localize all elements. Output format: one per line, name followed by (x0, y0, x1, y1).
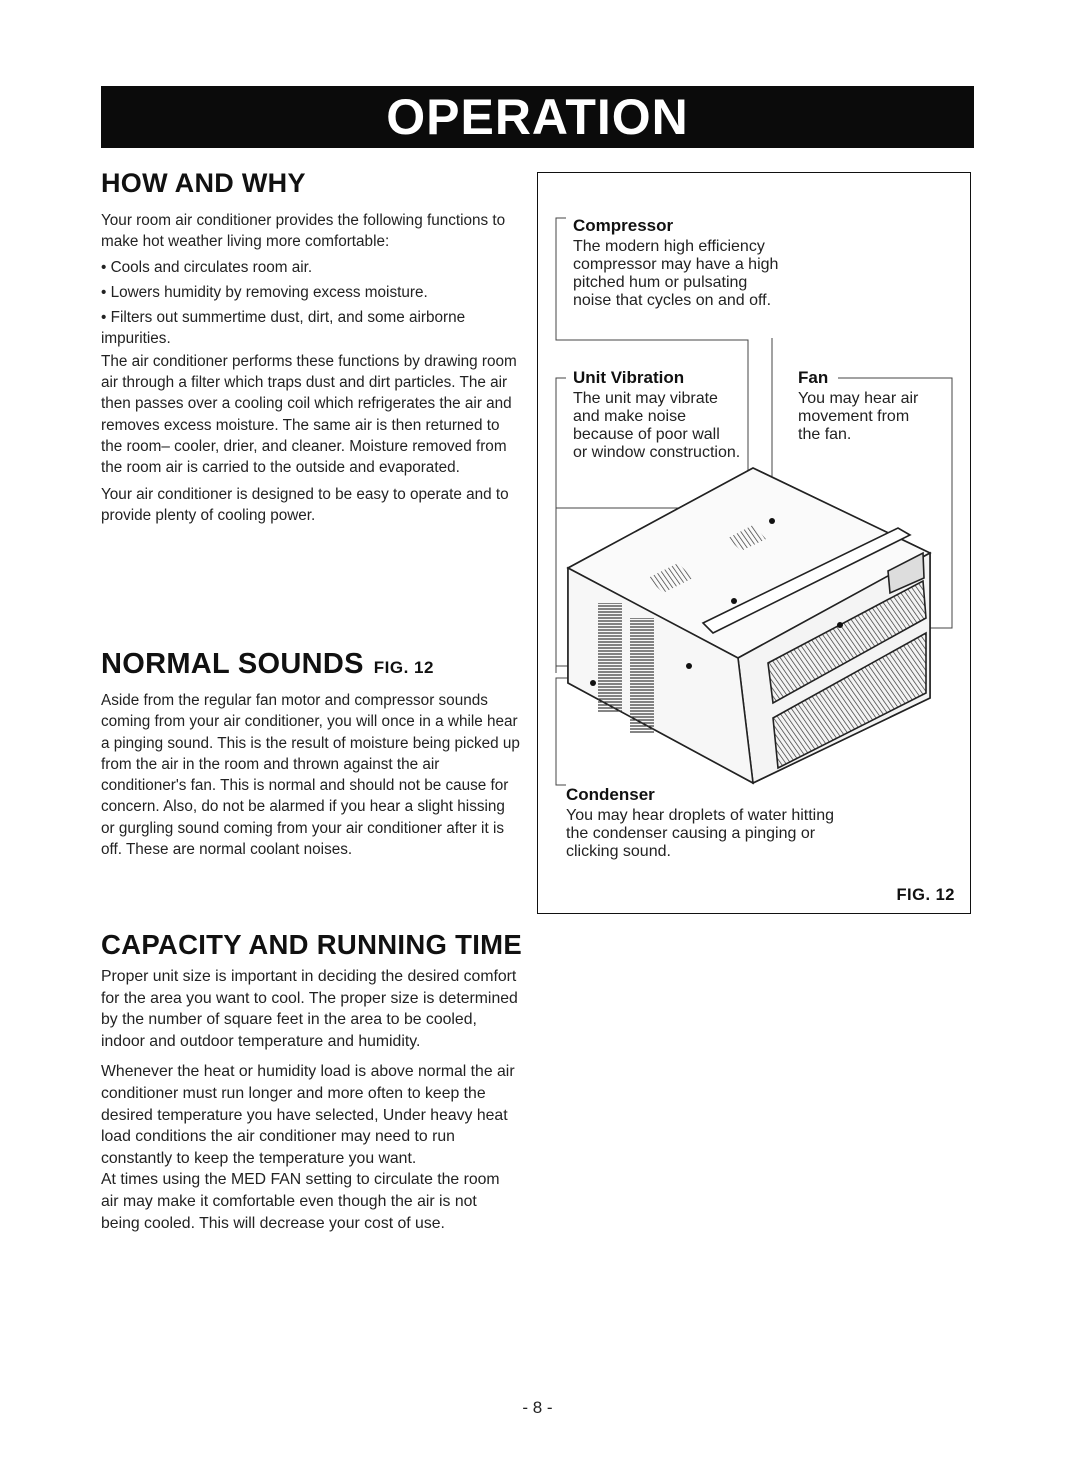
bullet-item: • Filters out summertime dust, dirt, and some airborne impurities. (101, 309, 466, 348)
paragraph: At times using the MED FAN setting to circulate the room air may make it comfortable even though the air is not being cooled. This will decrease your cost of use. (101, 1171, 500, 1232)
figure-reference: FIG. 12 (373, 658, 434, 677)
heading-normal-sounds (101, 648, 434, 681)
callout-line: noise that cycles on and off. (573, 292, 772, 309)
callout-unit-vibration (573, 369, 740, 462)
heading-capacity: CAPACITY AND RUNNING TIME (101, 929, 523, 960)
callout-line: compressor may have a high (573, 256, 779, 273)
callout-line: and make noise (573, 408, 686, 425)
callout-line: the condenser causing a pinging or (566, 825, 816, 842)
how-and-why-body (101, 210, 521, 526)
callout-line: the fan. (798, 426, 852, 443)
page-number: - 8 - (522, 1398, 553, 1417)
callout-title: Compressor (573, 216, 674, 235)
paragraph: The air conditioner performs these functions by drawing room air through a filter which traps dust and dirt particles. The air then passes over a cooling coil which refrigerates the air and removes excess moisture. The same air is then returned to the room– cooler, drier, and cleaner. Moisture removed from the room air is carried to the outside and evaporated. (101, 352, 517, 477)
callout-line: or window construction. (573, 444, 741, 461)
figure-label: FIG. 12 (896, 886, 955, 904)
callout-line: clicking sound. (566, 843, 671, 860)
callout-line: movement from (798, 408, 910, 425)
heading-how-and-why: HOW AND WHY (101, 168, 306, 198)
callout-line: You may hear droplets of water hitting (566, 807, 835, 824)
callout-title: Unit Vibration (573, 368, 685, 387)
section-banner: OPERATION (101, 86, 974, 148)
callout-line: The modern high efficiency (573, 238, 765, 255)
paragraph: Aside from the regular fan motor and compressor sounds coming from your air conditioner, you will once in a while hear a pinging sound. This is the result of moisture being picked up from the air in the room and thrown against the air conditioner's fan. This is normal and should not be cause for concern. Also, do not be alarmed if you hear a slight hissing or gurgling sound coming from your air conditioner after it is off. These are normal coolant noises. (101, 692, 520, 859)
heading-text: NORMAL SOUNDS (101, 648, 364, 680)
paragraph: Your air conditioner is designed to be easy to operate and to provide plenty of cooling power. (101, 485, 509, 524)
bullet-item: • Cools and circulates room air. (101, 258, 313, 276)
callout-title: Fan (798, 368, 829, 387)
callout-condenser (566, 786, 834, 861)
paragraph: Whenever the heat or humidity load is above normal the air conditioner must run longer and more often to keep the desired temperature you have selected, Under heavy heat load conditions the air conditioner may need to run constantly to keep the temperature you want. (101, 1063, 515, 1167)
normal-sounds-body (101, 690, 521, 860)
ac-unit (568, 468, 930, 783)
intro-paragraph: Your room air conditioner provides the following functions to make hot weather living more comfortable: (101, 212, 506, 251)
figure-12 (537, 172, 971, 914)
callout-fan (798, 369, 918, 444)
callout-title: Condenser (566, 785, 655, 804)
callout-compressor (573, 217, 778, 310)
paragraph: Proper unit size is important in deciding the desired comfort for the area you want to cool. The proper size is determined by the number of square feet in the area to be cooled, indoor and outdoor temperature and humidity. (101, 968, 518, 1050)
capacity-body (101, 966, 519, 1234)
callout-line: You may hear air (798, 390, 919, 407)
callout-line: The unit may vibrate (573, 390, 718, 407)
callout-line: pitched hum or pulsating (573, 274, 748, 291)
bullet-item: • Lowers humidity by removing excess moisture. (101, 283, 428, 301)
callout-line: because of poor wall (573, 426, 720, 443)
